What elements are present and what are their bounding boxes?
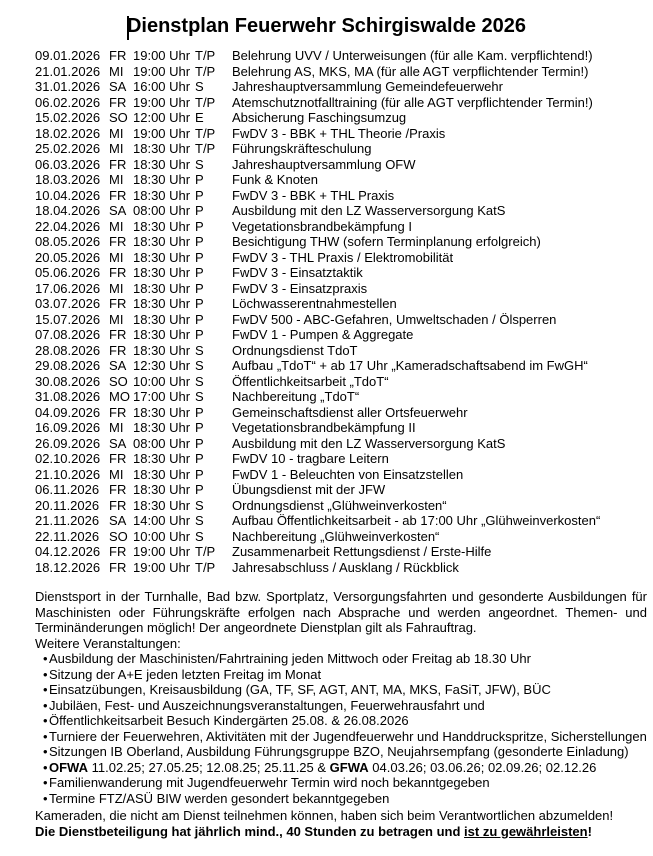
footer-note: Kameraden, die nicht am Dienst teilnehmen können, haben sich beim Verantwortlichen abzumelden!: [35, 808, 614, 823]
schedule-row: [35, 126, 600, 142]
event-time: 18:30 Uhr: [133, 156, 191, 172]
event-time: 18:30 Uhr: [133, 451, 191, 466]
event-day: MI: [109, 466, 124, 482]
event-type-code: S: [195, 342, 204, 358]
event-time: 18:30 Uhr: [133, 311, 191, 327]
event-day: SA: [109, 513, 127, 528]
event-bullet-item: [35, 667, 647, 683]
event-type-code: P: [195, 280, 204, 296]
event-type-code: T/P: [195, 94, 216, 110]
event-date: 08.05.2026: [35, 234, 101, 249]
event-type-code: P: [195, 311, 204, 327]
bullet-icon: •: [43, 666, 48, 682]
text-segment: Termine FTZ/ASÜ BIW werden gesondert bekanntgegeben: [49, 790, 390, 806]
event-date: 22.11.2026: [35, 528, 100, 544]
event-type-code: T/P: [195, 559, 216, 575]
schedule-row: [35, 343, 600, 359]
schedule-row: [35, 482, 600, 498]
event-type-code: P: [195, 466, 204, 482]
event-day: FR: [109, 296, 127, 311]
bullet-icon: •: [43, 775, 48, 790]
event-description: FwDV 1 - Pumpen & Aggregate: [232, 327, 414, 342]
event-text: [49, 698, 485, 714]
schedule-row: [35, 312, 600, 328]
event-time: 19:00 Uhr: [133, 63, 191, 79]
lower-text-block: [35, 589, 647, 839]
text-segment: 04.03.26; 03.06.26; 02.09.26; 02.12.26: [368, 759, 597, 775]
event-time: 19:00 Uhr: [133, 48, 191, 63]
event-type-code: P: [195, 187, 204, 203]
event-type-code: P: [195, 296, 204, 311]
event-type-code: P: [195, 451, 204, 466]
event-description: Nachbereitung „TdoT“: [232, 389, 360, 404]
schedule-row: [35, 219, 600, 235]
event-day: FR: [109, 497, 127, 513]
schedule-row: [35, 95, 600, 111]
event-type-code: S: [195, 513, 204, 528]
event-date: 02.10.2026: [35, 451, 101, 466]
event-date: 30.08.2026: [35, 373, 101, 389]
event-description: Ausbildung mit den LZ Wasserversorgung KatS: [232, 203, 506, 218]
event-time: 18:30 Uhr: [133, 280, 191, 296]
event-type-code: S: [195, 358, 204, 373]
event-type-code: T/P: [195, 544, 216, 559]
event-description: FwDV 3 - BBK + THL Theorie /Praxis: [232, 125, 446, 141]
event-description: Nachbereitung „Glühweinverkosten“: [232, 528, 440, 544]
text-segment: Sitzung der A+E jeden letzten Freitag im Monat: [49, 666, 322, 682]
event-description: FwDV 1 - Beleuchten von Einsatzstellen: [232, 466, 464, 482]
event-date: 16.09.2026: [35, 420, 101, 435]
bullet-icon: •: [43, 651, 48, 666]
bullet-icon: •: [43, 790, 48, 806]
schedule-row: [35, 498, 600, 514]
event-type-code: P: [195, 218, 204, 234]
event-type-code: T/P: [195, 63, 216, 79]
event-bullet-item: [35, 775, 647, 791]
event-day: FR: [109, 187, 127, 203]
event-date: 06.02.2026: [35, 94, 101, 110]
event-description: FwDV 3 - THL Praxis / Elektromobilität: [232, 249, 454, 265]
event-day: MI: [109, 249, 124, 265]
event-description: Vegetationsbrandbekämpfung I: [232, 218, 412, 234]
text-segment: ist zu gewährleisten: [464, 823, 588, 839]
document-title: Dienstplan Feuerwehr Schirgiswalde 2026: [126, 15, 527, 37]
event-day: MI: [109, 141, 124, 156]
event-date: 04.09.2026: [35, 404, 101, 420]
text-segment: Ausbildung der Maschinisten/Fahrtraining jeden Mittwoch oder Freitag ab 18.30 Uhr: [49, 651, 531, 666]
event-description: Besichtigung THW (sofern Terminplanung erfolgreich): [232, 234, 541, 249]
bullet-icon: •: [43, 728, 48, 744]
footer-requirement: [35, 824, 647, 840]
event-time: 18:30 Uhr: [133, 249, 191, 265]
event-description: Ordnungsdienst TdoT: [232, 342, 358, 358]
event-text: [49, 713, 409, 729]
event-date: 17.06.2026: [35, 280, 101, 296]
schedule-row: [35, 110, 600, 126]
event-day: SO: [109, 528, 128, 544]
event-day: FR: [109, 404, 127, 420]
more-events-list: [35, 651, 647, 806]
event-description: Führungskräfteschulung: [232, 141, 372, 156]
event-time: 18:30 Uhr: [133, 482, 191, 497]
event-time: 17:00 Uhr: [133, 389, 191, 404]
event-time: 19:00 Uhr: [133, 559, 191, 575]
schedule-row: [35, 281, 600, 297]
event-description: Jahreshauptversammlung Gemeindefeuerwehr: [232, 79, 503, 94]
event-date: 20.05.2026: [35, 249, 101, 265]
schedule-row: [35, 544, 600, 560]
event-day: MO: [109, 389, 130, 404]
schedule-row: [35, 265, 600, 281]
event-text: [49, 744, 629, 760]
event-date: 18.02.2026: [35, 125, 101, 141]
event-date: 03.07.2026: [35, 296, 101, 311]
event-description: Jahreshauptversammlung OFW: [232, 156, 416, 172]
event-date: 04.12.2026: [35, 544, 101, 559]
schedule-row: [35, 296, 600, 312]
event-date: 07.08.2026: [35, 327, 101, 342]
event-type-code: P: [195, 249, 204, 265]
event-type-code: P: [195, 404, 204, 420]
schedule-row: [35, 389, 600, 405]
event-day: FR: [109, 482, 127, 497]
event-day: SO: [109, 373, 128, 389]
event-description: Zusammenarbeit Rettungsdienst / Erste-Hilfe: [232, 544, 492, 559]
event-bullet-item: [35, 651, 647, 667]
event-type-code: S: [195, 389, 204, 404]
text-segment: Einsatzübungen, Kreisausbildung (GA, TF, SF, AGT, ANT, MA, MKS, FaSiT, JFW), BÜC: [49, 682, 551, 697]
event-time: 10:00 Uhr: [133, 373, 191, 389]
event-day: MI: [109, 311, 124, 327]
schedule-row: [35, 451, 600, 467]
event-type-code: P: [195, 435, 204, 451]
event-day: FR: [109, 156, 127, 172]
event-date: 21.10.2026: [35, 466, 101, 482]
event-day: FR: [109, 94, 127, 110]
event-time: 18:30 Uhr: [133, 497, 191, 513]
event-bullet-item: [35, 760, 647, 776]
event-date: 25.02.2026: [35, 141, 101, 156]
event-time: 10:00 Uhr: [133, 528, 191, 544]
schedule-row: [35, 172, 600, 188]
event-time: 18:30 Uhr: [133, 265, 191, 280]
text-segment: Familienwanderung mit Jugendfeuerwehr Termin wird noch bekanntgegeben: [49, 775, 490, 790]
event-text: [49, 682, 551, 698]
schedule-row: [35, 405, 600, 421]
event-bullet-item: [35, 713, 647, 729]
event-date: 06.11.2026: [35, 482, 100, 497]
schedule-row: [35, 420, 600, 436]
event-day: FR: [109, 327, 127, 342]
event-date: 10.04.2026: [35, 187, 101, 203]
bullet-icon: •: [43, 759, 48, 775]
event-day: SA: [109, 435, 127, 451]
event-bullet-item: [35, 744, 647, 760]
event-description: Löchwasserentnahmestellen: [232, 296, 397, 311]
event-type-code: P: [195, 327, 204, 342]
schedule-row: [35, 203, 600, 219]
event-day: MI: [109, 280, 124, 296]
event-description: FwDV 10 - tragbare Leitern: [232, 451, 389, 466]
event-date: 20.11.2026: [35, 497, 100, 513]
text-segment: 11.02.25; 27.05.25; 12.08.25; 25.11.25 &: [88, 759, 330, 775]
event-day: FR: [109, 342, 127, 358]
event-time: 08:00 Uhr: [133, 203, 191, 218]
event-day: MI: [109, 420, 124, 435]
event-type-code: S: [195, 79, 204, 94]
event-time: 12:00 Uhr: [133, 110, 191, 125]
event-description: Vegetationsbrandbekämpfung II: [232, 420, 416, 435]
event-type-code: S: [195, 156, 204, 172]
event-day: FR: [109, 234, 127, 249]
event-text: [49, 775, 490, 791]
event-type-code: P: [195, 265, 204, 280]
event-description: FwDV 500 - ABC-Gefahren, Umweltschaden / Ölsperren: [232, 311, 557, 327]
event-type-code: T/P: [195, 125, 216, 141]
schedule-row: [35, 529, 600, 545]
text-segment: Jubiläen, Fest- und Auszeichnungsveranstaltungen, Feuerwehrausfahrt und: [49, 697, 485, 713]
text-segment: Die Dienstbeteiligung hat jährlich mind., 40 Stunden zu betragen und: [35, 823, 465, 839]
event-time: 19:00 Uhr: [133, 544, 191, 559]
schedule-list: [35, 48, 600, 575]
event-bullet-item: [35, 698, 647, 714]
event-date: 29.08.2026: [35, 358, 101, 373]
event-text: [49, 651, 531, 667]
schedule-row: [35, 327, 600, 343]
event-type-code: T/P: [195, 48, 216, 63]
text-segment: Turniere der Feuerwehren, Aktivitäten mit der Jugendfeuerwehr und Handdruckspritze, Sicherstellungen: [49, 728, 647, 744]
event-date: 05.06.2026: [35, 265, 101, 280]
schedule-row: [35, 48, 600, 64]
event-type-code: T/P: [195, 141, 216, 156]
event-text: [49, 667, 321, 683]
schedule-row: [35, 250, 600, 266]
event-text: [49, 760, 596, 776]
event-date: 06.03.2026: [35, 156, 101, 172]
event-date: 26.09.2026: [35, 435, 101, 451]
event-time: 18:30 Uhr: [133, 296, 191, 311]
event-time: 16:00 Uhr: [133, 79, 191, 94]
event-description: Gemeinschaftsdienst aller Ortsfeuerwehr: [232, 404, 468, 420]
event-time: 18:30 Uhr: [133, 466, 191, 482]
event-type-code: S: [195, 497, 204, 513]
schedule-row: [35, 234, 600, 250]
event-time: 18:30 Uhr: [133, 141, 191, 156]
event-time: 14:00 Uhr: [133, 513, 191, 528]
event-time: 19:00 Uhr: [133, 125, 191, 141]
event-time: 12:30 Uhr: [133, 358, 191, 373]
event-day: SA: [109, 79, 127, 94]
event-description: Ordnungsdienst „Glühweinverkosten“: [232, 497, 447, 513]
schedule-row: [35, 188, 600, 204]
event-description: Öffentlichkeitsarbeit „TdoT“: [232, 373, 389, 389]
schedule-row: [35, 141, 600, 157]
bullet-icon: •: [43, 744, 48, 759]
event-time: 18:30 Uhr: [133, 342, 191, 358]
event-time: 18:30 Uhr: [133, 172, 191, 187]
event-date: 31.08.2026: [35, 389, 101, 404]
event-date: 18.12.2026: [35, 559, 101, 575]
event-date: 21.01.2026: [35, 63, 101, 79]
text-segment: GFWA: [329, 759, 369, 775]
event-time: 18:30 Uhr: [133, 420, 191, 435]
schedule-row: [35, 374, 600, 390]
event-day: FR: [109, 265, 127, 280]
event-bullet-item: [35, 729, 647, 745]
event-time: 18:30 Uhr: [133, 218, 191, 234]
schedule-row: [35, 467, 600, 483]
event-type-code: P: [195, 234, 204, 249]
event-day: SA: [109, 358, 127, 373]
event-time: 18:30 Uhr: [133, 327, 191, 342]
event-description: Atemschutznotfalltraining (für alle AGT verpflichtender Termin!): [232, 94, 593, 110]
event-day: MI: [109, 218, 124, 234]
event-description: Übungsdienst mit der JFW: [232, 482, 386, 497]
event-date: 21.11.2026: [35, 513, 100, 528]
event-description: Belehrung AS, MKS, MA (für alle AGT verpflichtender Termin!): [232, 63, 589, 79]
schedule-row: [35, 436, 600, 452]
event-day: MI: [109, 63, 124, 79]
event-text: [49, 791, 389, 807]
event-date: 31.01.2026: [35, 79, 101, 94]
text-segment: Sitzungen IB Oberland, Ausbildung Führungsgruppe BZO, Neujahrsempfang (gesonderte Einladung): [49, 744, 629, 759]
event-type-code: S: [195, 528, 204, 544]
event-date: 18.04.2026: [35, 203, 101, 218]
event-bullet-item: [35, 791, 647, 807]
event-day: FR: [109, 451, 127, 466]
event-description: Aufbau Öffentlichkeitsarbeit - ab 17:00 Uhr „Glühweinverkosten“: [232, 513, 601, 528]
event-description: Funk & Knoten: [232, 172, 318, 187]
event-date: 22.04.2026: [35, 218, 101, 234]
event-type-code: E: [195, 110, 204, 125]
schedule-row: [35, 513, 600, 529]
event-bullet-item: [35, 682, 647, 698]
event-day: FR: [109, 559, 127, 575]
schedule-row: [35, 79, 600, 95]
event-day: FR: [109, 544, 127, 559]
event-time: 18:30 Uhr: [133, 234, 191, 249]
event-type-code: P: [195, 420, 204, 435]
event-date: 15.07.2026: [35, 311, 101, 327]
event-description: Jahresabschluss / Ausklang / Rückblick: [232, 559, 459, 575]
event-date: 18.03.2026: [35, 172, 101, 187]
event-description: Belehrung UVV / Unterweisungen (für alle Kam. verpflichtend!): [232, 48, 593, 63]
event-text: [49, 729, 647, 745]
event-description: FwDV 3 - Einsatztaktik: [232, 265, 363, 280]
event-date: 28.08.2026: [35, 342, 101, 358]
event-day: MI: [109, 172, 124, 187]
event-description: Ausbildung mit den LZ Wasserversorgung KatS: [232, 435, 506, 451]
schedule-row: [35, 157, 600, 173]
event-type-code: P: [195, 172, 204, 187]
event-time: 08:00 Uhr: [133, 435, 191, 451]
schedule-row: [35, 358, 600, 374]
event-description: Aufbau „TdoT“ + ab 17 Uhr „Kameradschaftsabend im FwGH“: [232, 358, 588, 373]
event-day: MI: [109, 125, 124, 141]
event-day: FR: [109, 48, 127, 63]
event-time: 18:30 Uhr: [133, 187, 191, 203]
event-type-code: S: [195, 373, 204, 389]
text-segment: OFWA: [49, 759, 88, 775]
intro-paragraph: Dienstsport in der Turnhalle, Bad bzw. Sportplatz, Versorgungsfahrten und gesonderte Ausbildungen für Maschinisten oder Führungskräfte erfolgen nach Absprache und werden angeordnet. Themen- und Terminänderungen möglich! Der angeordnete Dienstplan gilt als Fahrauftrag.: [35, 589, 647, 635]
event-type-code: P: [195, 203, 204, 218]
event-description: Absicherung Faschingsumzug: [232, 110, 407, 125]
bullet-icon: •: [43, 682, 48, 697]
event-time: 18:30 Uhr: [133, 404, 191, 420]
text-segment: !: [587, 823, 592, 839]
schedule-row: [35, 560, 600, 576]
event-description: FwDV 3 - Einsatzpraxis: [232, 280, 368, 296]
event-time: 19:00 Uhr: [133, 94, 191, 110]
event-date: 15.02.2026: [35, 110, 101, 125]
text-segment: Öffentlichkeitsarbeit Besuch Kindergärten 25.08. & 26.08.2026: [49, 713, 409, 728]
event-description: FwDV 3 - BBK + THL Praxis: [232, 187, 395, 203]
event-day: SO: [109, 110, 128, 125]
schedule-row: [35, 64, 600, 80]
bullet-icon: •: [43, 697, 48, 713]
event-type-code: P: [195, 482, 204, 497]
event-day: SA: [109, 203, 127, 218]
bullet-icon: •: [43, 713, 48, 728]
more-events-heading: Weitere Veranstaltungen:: [35, 635, 181, 651]
event-date: 09.01.2026: [35, 48, 101, 63]
